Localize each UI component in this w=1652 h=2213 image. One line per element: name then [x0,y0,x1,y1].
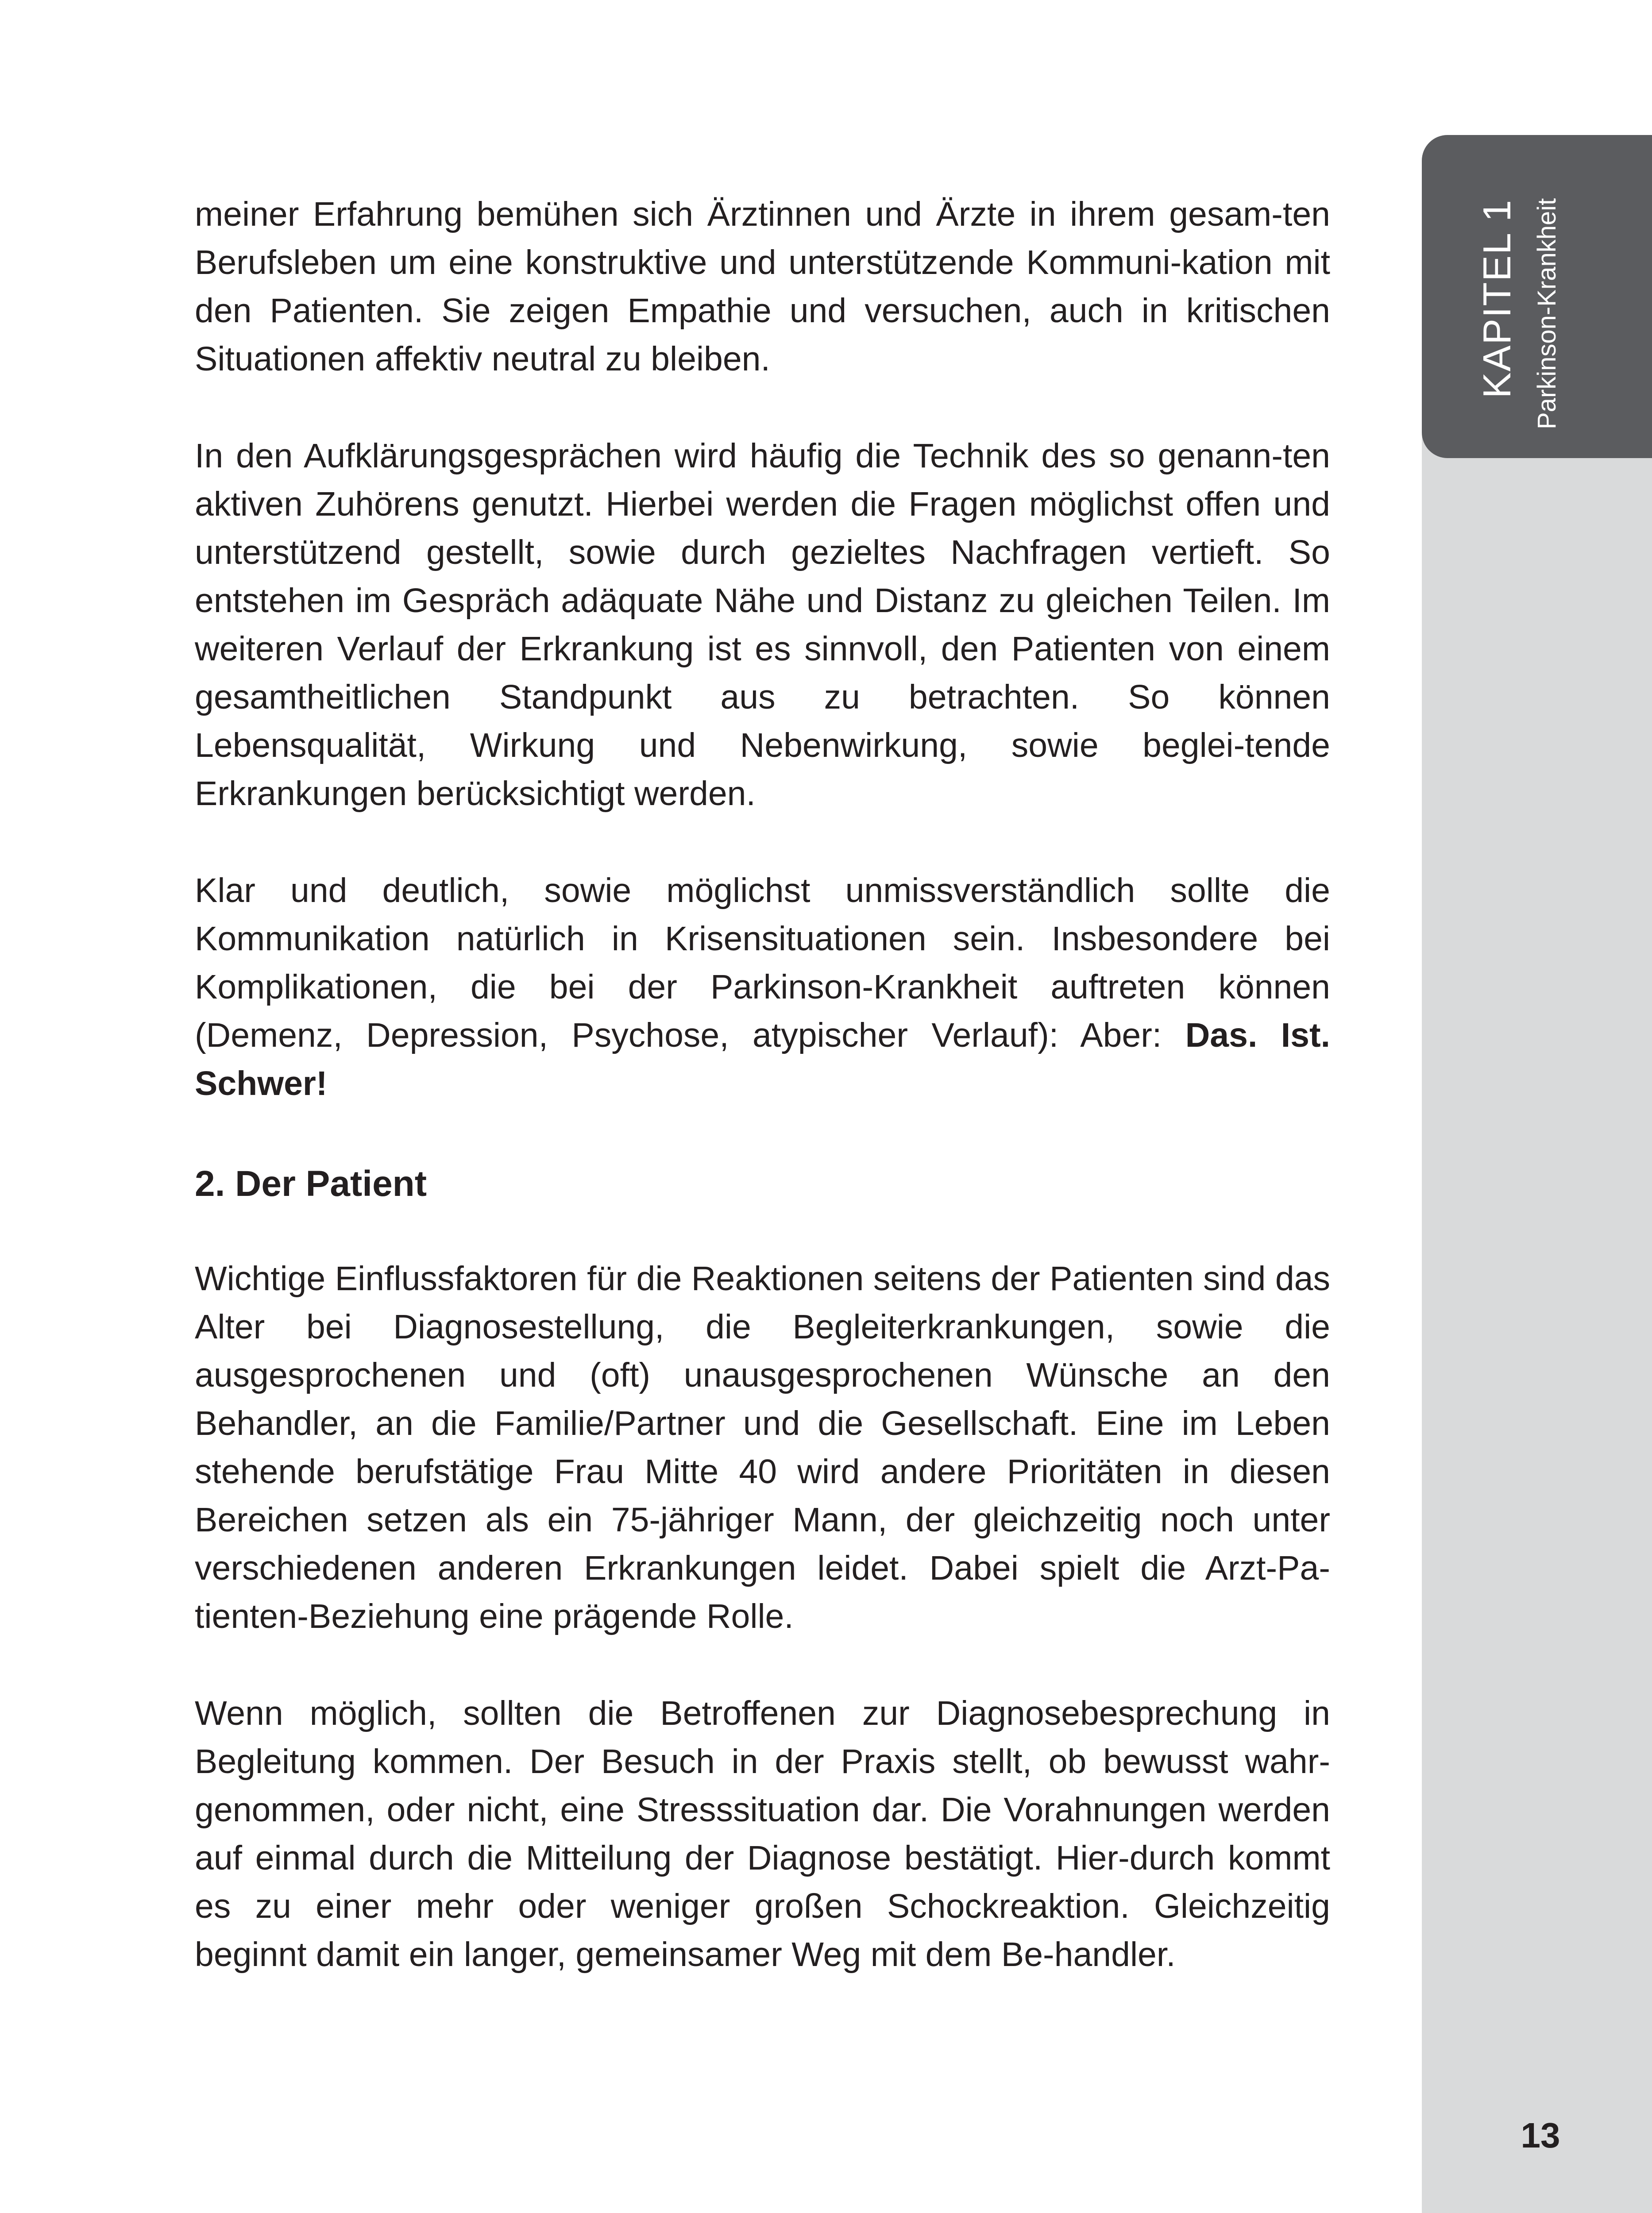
paragraph-3-text: Klar und deutlich, sowie möglichst unmissverständlich sollte die Kommunikation natürlich in Krisensituationen sein. Insbesondere bei Komplikationen, die bei der Parkinson-Krankheit auftreten können (Demenz, Depression, Psychose, atypischer Verlauf): Aber: [195,871,1330,1054]
page-body [195,190,1330,1979]
chapter-subtitle: Parkinson-Krankheit [1532,198,1561,429]
paragraph-3-emphasis: Das. Ist. Schwer! [195,1016,1330,1103]
section-heading: 2. Der Patient [195,1164,427,1204]
paragraph-1: meiner Erfahrung bemühen sich Ärztinnen und Ärzte in ihrem gesam-ten Berufsleben um eine konstruktive und unterstützende Kommuni-kation mit den Patienten. Sie zeigen Empathie und versuchen, auch in kritischen Situationen affektiv neutral zu bleiben. [195,195,1330,378]
page-number: 13 [1521,2116,1560,2155]
paragraph-5: Wenn möglich, sollten die Betroffenen zur Diagnosebesprechung in Begleitung kommen. Der Besuch in der Praxis stellt, ob bewusst wahr-genommen, oder nicht, eine Stresssituation dar. Die Vorahnungen werden auf einmal durch die Mitteilung der Diagnose bestätigt. Hier-durch kommt es zu einer mehr oder weniger großen Schockreaktion. Gleichzeitig beginnt damit ein langer, gemeinsamer Weg mit dem Be-handler. [195,1694,1330,1974]
paragraph-3 [195,867,1330,1108]
paragraph-2: In den Aufklärungsgesprächen wird häufig die Technik des so genann-ten aktiven Zuhörens genutzt. Hierbei werden die Fragen möglichst offen und unterstützend gestellt, sowie durch gezieltes Nachfragen vertieft. So entstehen im Gespräch adäquate Nähe und Distanz zu gleichen Teilen. Im weiteren Verlauf der Erkrankung ist es sinnvoll, den Patienten von einem gesamtheitlichen Standpunkt aus zu betrachten. So können Lebensqualität, Wirkung und Nebenwirkung, sowie beglei-tende Erkrankungen berücksichtigt werden. [195,437,1330,813]
paragraph-4: Wichtige Einflussfaktoren für die Reaktionen seitens der Patienten sind das Alter bei Diagnosestellung, die Begleiterkrankungen, sowie die ausgesprochenen und (oft) unausgesprochenen Wünsche an den Behandler, an die Familie/Partner und die Gesellschaft. Eine im Leben stehende berufstätige Frau Mitte 40 wird andere Prioritäten in diesen Bereichen setzen als ein 75-jähriger Mann, der gleichzeitig noch unter verschiedenen anderen Erkrankungen leidet. Dabei spielt die Arzt-Pa-tienten-Beziehung eine prägende Rolle. [195,1260,1330,1635]
chapter-label: KAPITEL 1 [1475,199,1519,398]
